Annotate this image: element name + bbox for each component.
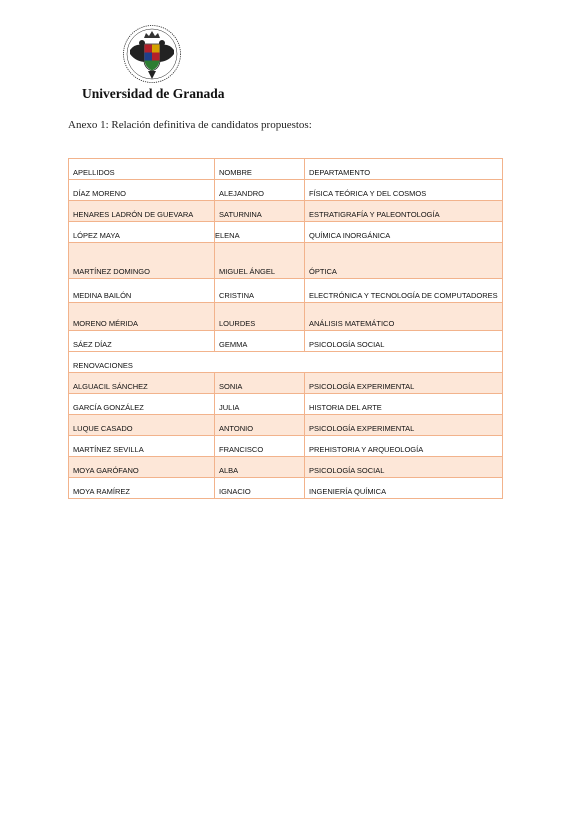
university-name: Universidad de Granada <box>82 86 225 101</box>
table-header-row <box>69 159 503 180</box>
table-row <box>69 415 503 436</box>
name-cell: GEMMA <box>215 331 305 352</box>
surname-cell: ALGUACIL SÁNCHEZ <box>69 373 215 394</box>
department-cell: ELECTRÓNICA Y TECNOLOGÍA DE COMPUTADORES <box>305 279 503 303</box>
surname-cell: LUQUE CASADO <box>69 415 215 436</box>
annex-title: Anexo 1: Relación definitiva de candidatos propuestos: <box>68 119 312 131</box>
surname-cell: MORENO MÉRIDA <box>69 303 215 331</box>
table-row <box>69 373 503 394</box>
column-header: NOMBRE <box>215 159 305 180</box>
table-row <box>69 222 503 243</box>
surname-cell: DÍAZ MORENO <box>69 180 215 201</box>
department-cell: PSICOLOGÍA EXPERIMENTAL <box>305 373 503 394</box>
name-cell: ALBA <box>215 457 305 478</box>
name-cell: CRISTINA <box>215 279 305 303</box>
name-cell: ALEJANDRO <box>215 180 305 201</box>
name-cell: ELENA <box>215 222 305 243</box>
surname-cell: LÓPEZ MAYA <box>69 222 215 243</box>
table-row <box>69 394 503 415</box>
department-cell: PREHISTORIA Y ARQUEOLOGÍA <box>305 436 503 457</box>
name-cell: SONIA <box>215 373 305 394</box>
department-cell: INGENIERÍA QUÍMICA <box>305 478 503 499</box>
column-header: APELLIDOS <box>69 159 215 180</box>
table-row <box>69 180 503 201</box>
name-cell: MIGUEL ÁNGEL <box>215 243 305 279</box>
department-cell: FÍSICA TEÓRICA Y DEL COSMOS <box>305 180 503 201</box>
department-cell: ANÁLISIS MATEMÁTICO <box>305 303 503 331</box>
table-row <box>69 457 503 478</box>
department-cell: PSICOLOGÍA EXPERIMENTAL <box>305 415 503 436</box>
table-row <box>69 331 503 352</box>
table-row <box>69 436 503 457</box>
table-row <box>69 279 503 303</box>
department-cell: ESTRATIGRAFÍA Y PALEONTOLOGÍA <box>305 201 503 222</box>
surname-cell: MARTÍNEZ DOMINGO <box>69 243 215 279</box>
renewals-label: RENOVACIONES <box>69 352 503 373</box>
surname-cell: HENARES LADRÓN DE GUEVARA <box>69 201 215 222</box>
name-cell: JULIA <box>215 394 305 415</box>
university-coat-of-arms-icon <box>122 24 182 84</box>
table-row <box>69 243 503 279</box>
candidates-table <box>68 158 503 499</box>
table-row <box>69 478 503 499</box>
name-cell: IGNACIO <box>215 478 305 499</box>
table-row <box>69 201 503 222</box>
section-label-row <box>69 352 503 373</box>
name-cell: LOURDES <box>215 303 305 331</box>
department-cell: HISTORIA DEL ARTE <box>305 394 503 415</box>
name-cell: SATURNINA <box>215 201 305 222</box>
name-cell: FRANCISCO <box>215 436 305 457</box>
department-cell: QUÍMICA INORGÁNICA <box>305 222 503 243</box>
department-cell: ÓPTICA <box>305 243 503 279</box>
surname-cell: SÁEZ DÍAZ <box>69 331 215 352</box>
department-cell: PSICOLOGÍA SOCIAL <box>305 457 503 478</box>
column-header: DEPARTAMENTO <box>305 159 503 180</box>
name-cell: ANTONIO <box>215 415 305 436</box>
surname-cell: MOYA RAMÍREZ <box>69 478 215 499</box>
surname-cell: MEDINA BAILÓN <box>69 279 215 303</box>
department-cell: PSICOLOGÍA SOCIAL <box>305 331 503 352</box>
surname-cell: MARTÍNEZ SEVILLA <box>69 436 215 457</box>
table-row <box>69 303 503 331</box>
surname-cell: MOYA GARÓFANO <box>69 457 215 478</box>
surname-cell: GARCÍA GONZÁLEZ <box>69 394 215 415</box>
